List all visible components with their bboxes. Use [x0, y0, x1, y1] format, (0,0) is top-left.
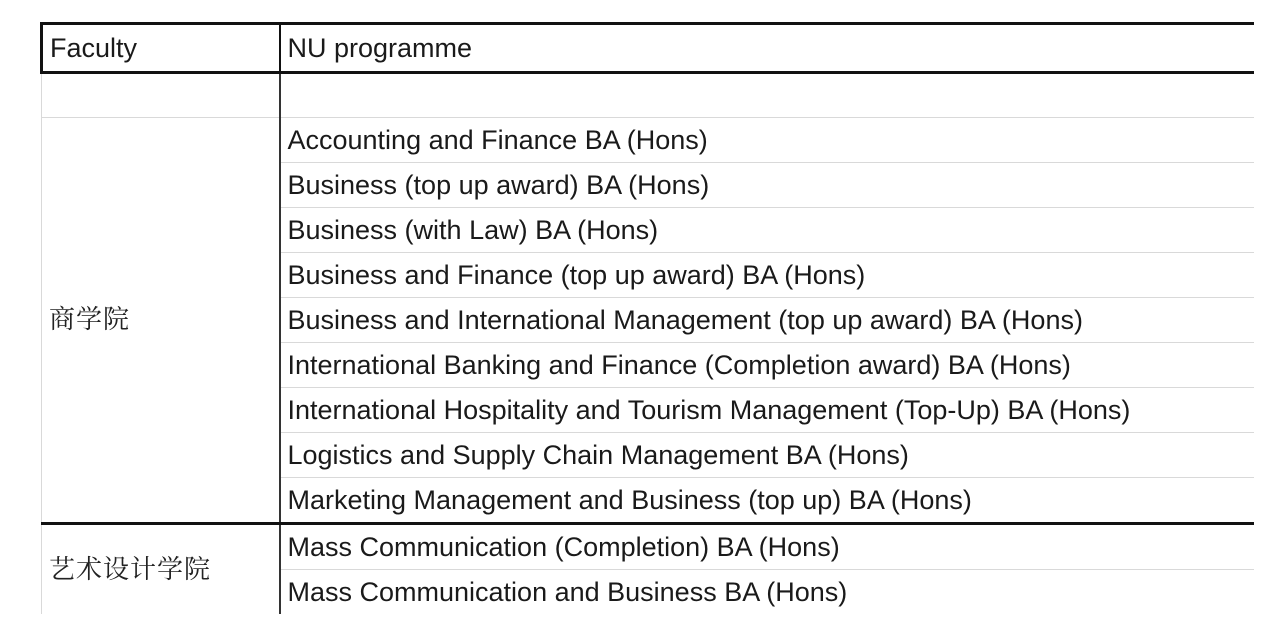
programme-table — [40, 22, 1254, 614]
programme-cell[interactable]: Business and International Management (top up award) BA (Hons) — [280, 298, 1254, 343]
programme-cell[interactable]: Mass Communication (Completion) BA (Hons) — [280, 524, 1254, 570]
table-row — [42, 118, 1254, 163]
programme-cell[interactable]: Business (with Law) BA (Hons) — [280, 208, 1254, 253]
header-row — [42, 24, 1254, 73]
programme-cell[interactable]: Mass Communication and Business BA (Hons) — [280, 570, 1254, 615]
faculty-cell-business-school[interactable]: 商学院 — [42, 118, 280, 524]
empty-row — [42, 73, 1254, 118]
programme-cell[interactable]: Marketing Management and Business (top up) BA (Hons) — [280, 478, 1254, 524]
programme-cell[interactable]: Business and Finance (top up award) BA (Hons) — [280, 253, 1254, 298]
programme-cell[interactable]: Logistics and Supply Chain Management BA (Hons) — [280, 433, 1254, 478]
empty-cell[interactable] — [42, 73, 280, 118]
programme-cell[interactable]: International Banking and Finance (Completion award) BA (Hons) — [280, 343, 1254, 388]
programme-cell[interactable]: Accounting and Finance BA (Hons) — [280, 118, 1254, 163]
faculty-header-cell[interactable]: Faculty — [42, 24, 280, 73]
programme-cell[interactable]: International Hospitality and Tourism Management (Top-Up) BA (Hons) — [280, 388, 1254, 433]
programme-header-cell[interactable]: NU programme — [280, 24, 1254, 73]
empty-cell[interactable] — [280, 73, 1254, 118]
faculty-cell-art-design-school[interactable]: 艺术设计学院 — [42, 524, 280, 615]
programme-cell[interactable]: Business (top up award) BA (Hons) — [280, 163, 1254, 208]
table-row — [42, 524, 1254, 570]
